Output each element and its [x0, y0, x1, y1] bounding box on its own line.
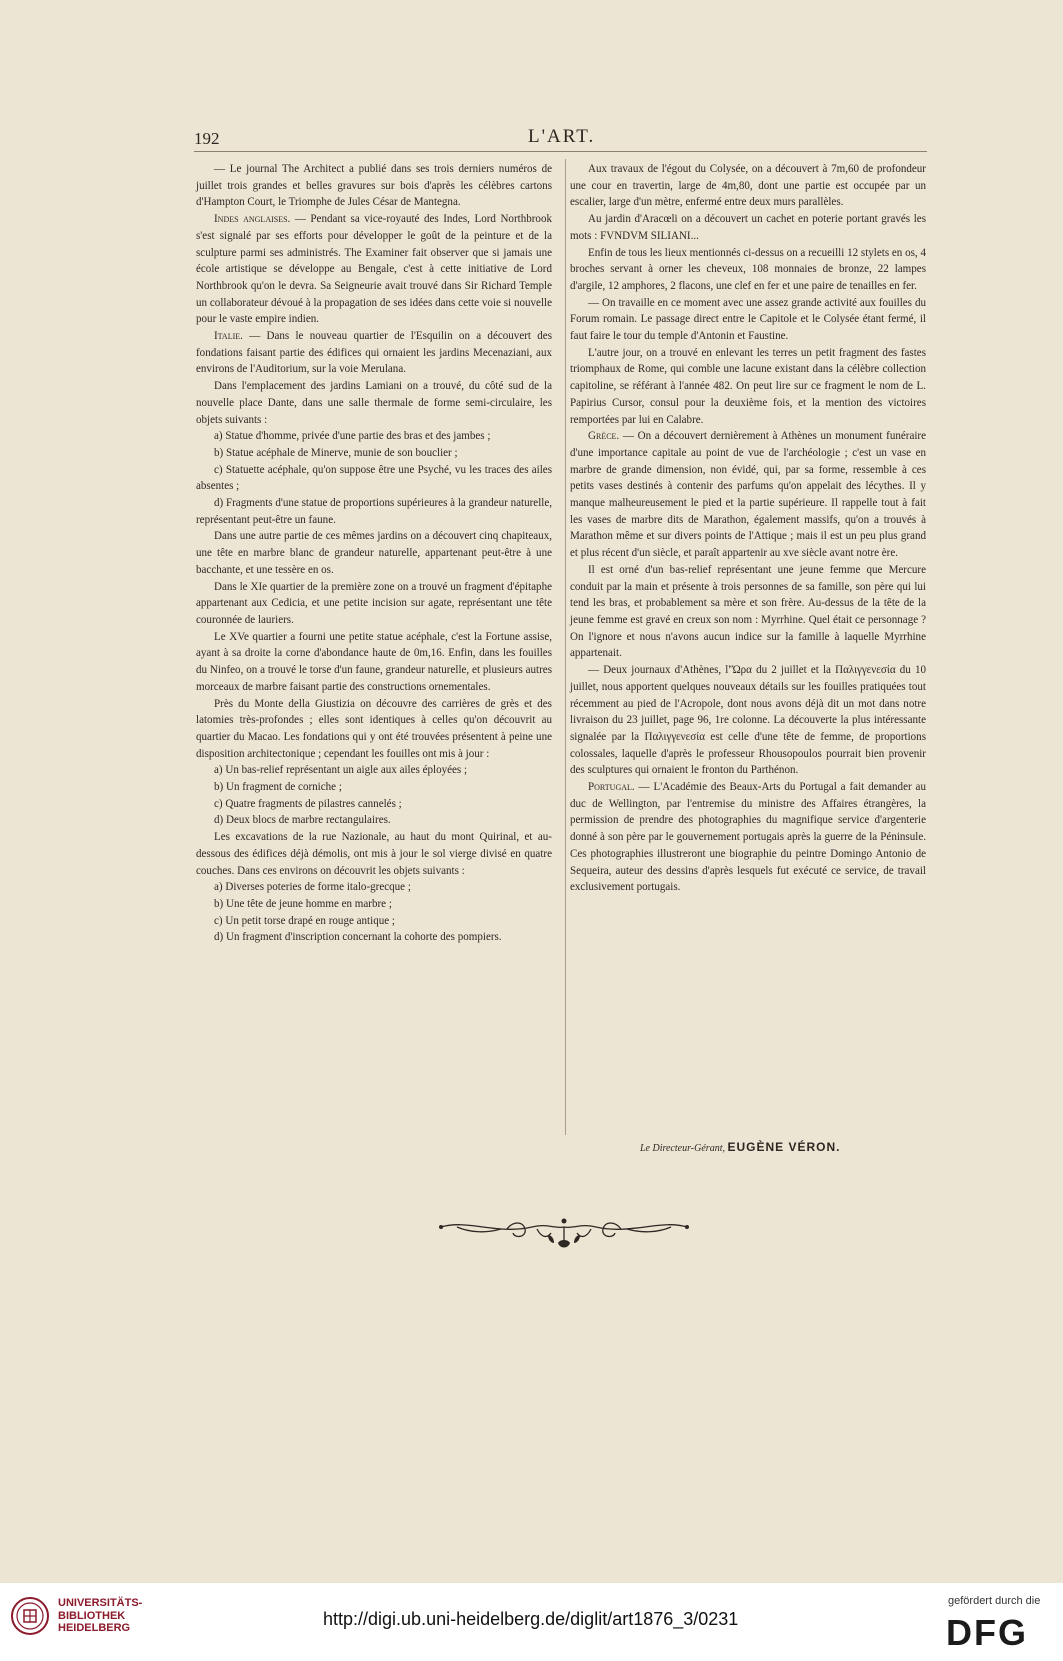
signature: [640, 1140, 841, 1154]
permalink-url[interactable]: http://digi.ub.uni-heidelberg.de/diglit/art1876_3/0231: [323, 1609, 739, 1629]
section-label: Grèce.: [588, 430, 620, 443]
running-title: L'ART.: [528, 126, 596, 147]
list-item: b) Une tête de jeune homme en marbre ;: [214, 897, 392, 910]
list-item: d) Deux blocs de marbre rectangulaires.: [214, 814, 391, 827]
signature-name: EUGÈNE VÉRON.: [727, 1140, 841, 1154]
dfg-logo: DFG: [946, 1612, 1028, 1653]
paragraph: — Deux journaux d'Athènes, l'Ὥρα du 2 juillet et la Παλιγγενεσία du 10 juillet, nous apportent quelques nouveaux détails sur les fouilles pratiquées tout récemment au pied de l'Acropole, dont nous avons déjà dit un mot dans notre livraison du 23 juillet, page 96, 1re colonne. La découverte la plus intéressante signalée par la Παλιγγενεσία est celle d'une tête de femme, de proportions colossales, laquelle d'après le professeur Rhousopoulos pourrait bien provenir des sculptures qui ornaient le fronton du Parthénon.: [570, 664, 926, 777]
paragraph: Italie. — Dans le nouveau quartier de l'Esquilin on a découvert des fondations faisant partie des édifices qui ornaient les jardins Mecenaziani, aux environs de l'Auditorium, sur la voie Merulana.: [196, 330, 552, 376]
funding-label: gefördert durch die: [948, 1595, 1041, 1607]
list-item: b) Un fragment de corniche ;: [214, 781, 342, 794]
paragraph: Grèce. — On a découvert dernièrement à Athènes un monument funéraire d'une importance capitale au point de vue de l'archéologie ; c'est un vase en marbre de grande dimension, non évidé, qui, par sa forme, ressemble à ces petits vases destinés à contenir des parfums qu'on appelait des lécythes. Il y manque malheureusement le pied et la partie supérieure. Il rappelle tout à fait les vases de marbre dits de Marathon, également massifs, qu'on a trouvés à Marathon même et sur divers points de l'Attique ; mais il est un peu plus grand et plus récent d'un siècle, et paraît appartenir au xve siècle avant notre ère.: [570, 430, 926, 560]
list-item: a) Diverses poteries de forme italo-grecque ;: [214, 881, 411, 894]
list-item: b) Statue acéphale de Minerve, munie de son bouclier ;: [214, 446, 458, 459]
paragraph: Dans l'emplacement des jardins Lamiani on a trouvé, du côté sud de la nouvelle place Dante, dans une salle thermale de forme semi-circulaire, les objets suivants :: [196, 380, 552, 426]
page-number: 192: [194, 129, 220, 148]
paragraph: Le XVe quartier a fourni une petite statue acéphale, c'est la Fortune assise, ayant à sa droite la corne d'abondance haute de 0m,16. Enfin, dans les fouilles du Ninfeo, on a trouvé le torse d'un faune, grandeur naturelle, et plusieurs autres morceaux de marbre faisant partie des constructions ornementales.: [196, 630, 552, 693]
list-item: a) Un bas-relief représentant un aigle aux ailes éployées ;: [214, 764, 468, 777]
list-item: c) Un petit torse drapé en rouge antique ;: [214, 914, 395, 927]
paragraph: Il est orné d'un bas-relief représentant une jeune femme que Mercure conduit par la main et présente à trois personnes de sa famille, son père qui lui tend les bras, et probablement sa mère et son frère. Au-dessus de la tête de la jeune femme est gravé en creux son nom : Myrrhine. Quel était ce personnage ? On l'ignore et nous n'avons aucun indice sur la famille à laquelle Myrrhine appartenait.: [570, 563, 926, 660]
left-column: [196, 161, 552, 946]
paragraph: Portugal. — L'Académie des Beaux-Arts du Portugal a fait demander au duc de Wellington, par l'entremise du ministre des Affaires étrangères, la permission de prendre des photographies du magnifique service d'argenterie donné à son père par le gouvernement portugais après la guerre de la Péninsule. Ces photographies illustreront une biographie du peintre Domingo Antonio de Sequeira, auteur des dessins d'après lesquels fut exécuté ce service, de travail exclusivement portugais.: [570, 781, 926, 894]
section-label: Indes anglaises.: [214, 213, 291, 226]
decorative-ornament: [437, 1205, 691, 1257]
right-column: [570, 161, 926, 896]
paragraph: Les excavations de la rue Nazionale, au haut du mont Quirinal, et au-dessous des édifices déjà démolis, ont mis à jour le sol vierge divisé en quatre couches. Dans ces environs on découvrit les objets suivants :: [196, 831, 552, 877]
university-seal-icon: [10, 1596, 50, 1636]
section-label: Italie.: [214, 330, 243, 343]
paragraph: Près du Monte della Giustizia on découvre des carrières de grès et des latomies très-profondes ; elles sont identiques à celles qu'on découvrit au quartier du Macao. Les fondations qui y ont été trouvées présentent à peine une disposition architectonique ; cependant les fouilles ont mis à jour :: [196, 697, 552, 760]
list-item: d) Un fragment d'inscription concernant la cohorte des pompiers.: [214, 931, 502, 944]
column-separator: [565, 159, 566, 1135]
signature-title: Le Directeur-Gérant,: [640, 1143, 725, 1154]
paragraph: Enfin de tous les lieux mentionnés ci-dessus on a recueilli 12 stylets en os, 4 broches servant à orner les cheveux, 108 monnaies de bronze, 22 lampes d'argile, 12 amphores, 2 flacons, une clef en fer et une paire de tenailles en fer.: [570, 246, 926, 292]
list-item: d) Fragments d'une statue de proportions supérieures à la grandeur naturelle, représentant peut-être un faune.: [196, 497, 552, 526]
paragraph: Dans le XIe quartier de la première zone on a trouvé un fragment d'épitaphe appartenant aux Cedicia, et une petite incision sur agate, représentant une tête couronnée de lauriers.: [196, 580, 552, 626]
paragraph: Dans une autre partie de ces mêmes jardins on a découvert cinq chapiteaux, une tête en marbre blanc de grandeur naturelle, appartenant peut-être à une bacchante, et une tessère en os.: [196, 530, 552, 576]
header-rule: [194, 151, 927, 152]
paragraph: Indes anglaises. — Pendant sa vice-royauté des Indes, Lord Northbrook s'est signalé par ses efforts pour développer le goût de la peinture et de la sculpture parmi ses administrés. The Examiner fait observer que si jamais une école artistique se développe au Bengale, c'est à cette initiative de Lord Northbrook qu'on le devra. Sa Seigneurie avait trouvé dans Sir Richard Temple un collaborateur dévoué à la propagation de ses idées dans cette voie si nouvelle pour le vaste empire indien.: [196, 213, 552, 326]
paragraph: — On travaille en ce moment avec une assez grande activité aux fouilles du Forum romain. Le passage direct entre le Capitole et le Colysée étant fermé, il faut faire le tour du temple d'Antonin et Faustine.: [570, 296, 926, 343]
institution-name: UNIVERSITÄTS- BIBLIOTHEK HEIDELBERG: [58, 1597, 143, 1634]
list-item: c) Quatre fragments de pilastres cannelés ;: [214, 797, 402, 810]
paragraph: Aux travaux de l'égout du Colysée, on a découvert à 7m,60 de profondeur une cour en travertin, large de 4m,80, dont une partie est occupée par un escalier, large d'un mètre, enfermé entre deux murs parallèles.: [570, 163, 926, 209]
list-item: c) Statuette acéphale, qu'on suppose être une Psyché, vu les traces des ailes absentes ;: [196, 463, 552, 493]
paragraph: L'autre jour, on a trouvé en enlevant les terres un petit fragment des fastes triomphaux de Rome, qui comble une lacune existant dans la célèbre collection capitoline, se référant à l'année 482. On peut lire sur ce fragment le nom de L. Papirius Cursor, consul pour la deuxième fois, et la mention des victoires remportées par lui en Calabre.: [570, 346, 926, 426]
paragraph: Au jardin d'Aracœli on a découvert un cachet en poterie portant gravés les mots : FVNDVM SILIANI...: [570, 213, 926, 242]
paragraph: — Le journal The Architect a publié dans ses trois derniers numéros de juillet trois grandes et belles gravures sur bois d'après les célèbres cartons d'Hampton Court, le Triomphe de Jules César de Mantegna.: [196, 163, 552, 209]
list-item: a) Statue d'homme, privée d'une partie des bras et des jambes ;: [214, 430, 491, 443]
section-label: Portugal.: [588, 781, 635, 794]
